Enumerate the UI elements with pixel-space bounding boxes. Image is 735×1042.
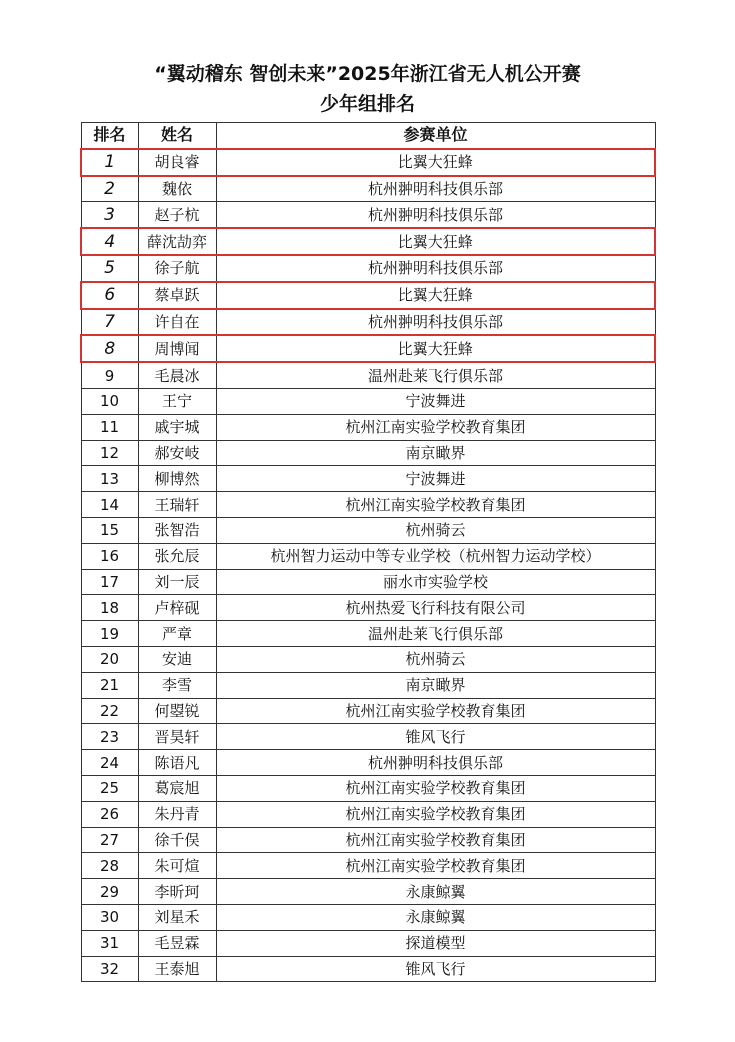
unit-cell: 杭州骑云 [216, 517, 655, 543]
rank-cell: 13 [81, 466, 138, 492]
unit-cell: 丽水市实验学校 [216, 569, 655, 595]
rank-cell: 21 [81, 672, 138, 698]
name-cell: 毛晨冰 [138, 362, 216, 388]
name-cell: 刘一辰 [138, 569, 216, 595]
table-row [81, 440, 655, 466]
name-cell: 郝安岐 [138, 440, 216, 466]
unit-cell: 比翼大狂蜂 [216, 335, 655, 362]
unit-cell: 永康鲸翼 [216, 879, 655, 905]
table-row [81, 176, 655, 202]
rank-cell: 31 [81, 930, 138, 956]
table-row [81, 698, 655, 724]
rank-cell: 30 [81, 904, 138, 930]
page-subtitle: 少年组排名 [319, 93, 415, 115]
table-row [81, 879, 655, 905]
name-cell: 朱可煊 [138, 853, 216, 879]
table-row [81, 724, 655, 750]
rank-cell: 27 [81, 827, 138, 853]
rank-cell: 24 [81, 750, 138, 776]
name-cell: 王宁 [138, 388, 216, 414]
unit-cell: 比翼大狂蜂 [216, 228, 655, 255]
unit-cell: 杭州骑云 [216, 646, 655, 672]
rank-cell: 29 [81, 879, 138, 905]
name-cell: 柳博然 [138, 466, 216, 492]
rank-cell: 6 [81, 282, 138, 309]
unit-cell: 杭州江南实验学校教育集团 [216, 414, 655, 440]
rank-cell: 15 [81, 517, 138, 543]
table-row [81, 282, 655, 309]
rank-cell: 28 [81, 853, 138, 879]
unit-cell: 杭州翀明科技俱乐部 [216, 309, 655, 336]
name-cell: 陈语凡 [138, 750, 216, 776]
unit-cell: 南京瞰界 [216, 440, 655, 466]
rank-cell: 11 [81, 414, 138, 440]
table-row [81, 492, 655, 518]
unit-cell: 杭州江南实验学校教育集团 [216, 698, 655, 724]
rank-cell: 22 [81, 698, 138, 724]
table-row [81, 335, 655, 362]
table-row [81, 827, 655, 853]
table-row [81, 309, 655, 336]
rank-cell: 10 [81, 388, 138, 414]
ranking-table [80, 122, 656, 982]
table-row [81, 595, 655, 621]
unit-cell: 宁波舞进 [216, 388, 655, 414]
name-cell: 卢梓砚 [138, 595, 216, 621]
table-header-row [81, 123, 655, 149]
table-row [81, 904, 655, 930]
name-cell: 徐千俣 [138, 827, 216, 853]
table-row [81, 466, 655, 492]
unit-cell: 杭州智力运动中等专业学校（杭州智力运动学校） [216, 543, 655, 569]
table-row [81, 255, 655, 282]
table-row [81, 202, 655, 228]
name-cell: 徐子航 [138, 255, 216, 282]
unit-cell: 杭州江南实验学校教育集团 [216, 801, 655, 827]
header-rank: 排名 [81, 123, 138, 149]
unit-cell: 杭州江南实验学校教育集团 [216, 492, 655, 518]
rank-cell: 5 [81, 255, 138, 282]
rank-cell: 7 [81, 309, 138, 336]
name-cell: 张智浩 [138, 517, 216, 543]
rank-cell: 9 [81, 362, 138, 388]
name-cell: 戚宇城 [138, 414, 216, 440]
unit-cell: 杭州江南实验学校教育集团 [216, 853, 655, 879]
table-row [81, 228, 655, 255]
rank-cell: 19 [81, 621, 138, 647]
table-row [81, 388, 655, 414]
name-cell: 许自在 [138, 309, 216, 336]
name-cell: 刘星禾 [138, 904, 216, 930]
rank-cell: 18 [81, 595, 138, 621]
name-cell: 魏依 [138, 176, 216, 202]
name-cell: 李昕珂 [138, 879, 216, 905]
table-row [81, 853, 655, 879]
unit-cell: 温州赴莱飞行俱乐部 [216, 362, 655, 388]
name-cell: 安迪 [138, 646, 216, 672]
name-cell: 张允辰 [138, 543, 216, 569]
name-cell: 何曌锐 [138, 698, 216, 724]
name-cell: 周博闻 [138, 335, 216, 362]
unit-cell: 杭州翀明科技俱乐部 [216, 176, 655, 202]
rank-cell: 1 [81, 149, 138, 176]
rank-cell: 12 [81, 440, 138, 466]
unit-cell: 永康鲸翼 [216, 904, 655, 930]
name-cell: 李雪 [138, 672, 216, 698]
header-name: 姓名 [138, 123, 216, 149]
name-cell: 王瑞轩 [138, 492, 216, 518]
name-cell: 胡良睿 [138, 149, 216, 176]
table-row [81, 672, 655, 698]
unit-cell: 探道模型 [216, 930, 655, 956]
rank-cell: 25 [81, 775, 138, 801]
name-cell: 赵子杭 [138, 202, 216, 228]
table-row [81, 646, 655, 672]
table-row [81, 775, 655, 801]
table-row [81, 801, 655, 827]
name-cell: 薛沈劼弈 [138, 228, 216, 255]
rank-cell: 16 [81, 543, 138, 569]
unit-cell: 比翼大狂蜂 [216, 149, 655, 176]
unit-cell: 锥风飞行 [216, 724, 655, 750]
unit-cell: 杭州翀明科技俱乐部 [216, 202, 655, 228]
unit-cell: 比翼大狂蜂 [216, 282, 655, 309]
rank-cell: 23 [81, 724, 138, 750]
rank-cell: 26 [81, 801, 138, 827]
rank-cell: 2 [81, 176, 138, 202]
table-row [81, 956, 655, 982]
unit-cell: 杭州翀明科技俱乐部 [216, 750, 655, 776]
unit-cell: 温州赴莱飞行俱乐部 [216, 621, 655, 647]
rank-cell: 4 [81, 228, 138, 255]
name-cell: 晋昊轩 [138, 724, 216, 750]
table-row [81, 543, 655, 569]
table-row [81, 569, 655, 595]
name-cell: 朱丹青 [138, 801, 216, 827]
unit-cell: 杭州热爱飞行科技有限公司 [216, 595, 655, 621]
table-row [81, 414, 655, 440]
unit-cell: 杭州江南实验学校教育集团 [216, 827, 655, 853]
unit-cell: 宁波舞进 [216, 466, 655, 492]
unit-cell: 杭州翀明科技俱乐部 [216, 255, 655, 282]
rank-cell: 14 [81, 492, 138, 518]
rank-cell: 8 [81, 335, 138, 362]
table-row [81, 517, 655, 543]
page-title: “翼动稽东 智创未来”2025年浙江省无人机公开赛 [154, 63, 581, 85]
rank-cell: 3 [81, 202, 138, 228]
rank-cell: 17 [81, 569, 138, 595]
table-row [81, 149, 655, 176]
name-cell: 葛宸旭 [138, 775, 216, 801]
name-cell: 蔡卓跃 [138, 282, 216, 309]
name-cell: 严章 [138, 621, 216, 647]
table-row [81, 750, 655, 776]
table-row [81, 930, 655, 956]
unit-cell: 南京瞰界 [216, 672, 655, 698]
header-unit: 参赛单位 [216, 123, 655, 149]
name-cell: 毛昱霖 [138, 930, 216, 956]
rank-cell: 32 [81, 956, 138, 982]
table-row [81, 621, 655, 647]
unit-cell: 锥风飞行 [216, 956, 655, 982]
table-row [81, 362, 655, 388]
rank-cell: 20 [81, 646, 138, 672]
unit-cell: 杭州江南实验学校教育集团 [216, 775, 655, 801]
name-cell: 王泰旭 [138, 956, 216, 982]
